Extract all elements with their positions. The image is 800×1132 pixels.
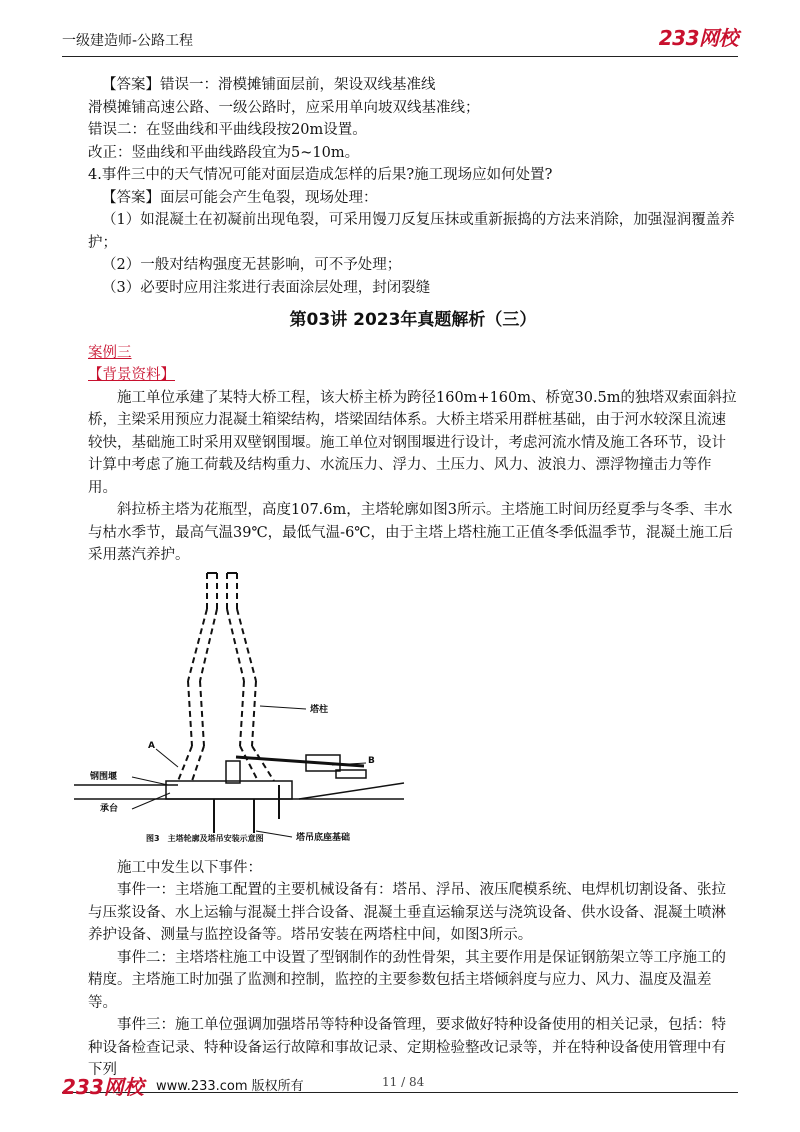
background-label: 【背景资料】 [88, 367, 175, 383]
footer-logo[interactable]: 233网校 [62, 1075, 144, 1099]
answer-para: 【答案】面层可能会产生龟裂，现场处理： [102, 189, 378, 206]
body-text: 滑模摊铺高速公路、一级公路时，应采用单向坡双线基准线； [88, 99, 480, 116]
background-para: 斜拉桥主塔为花瓶型，高度107.6m，主塔轮廓如图3所示。主塔施工时间历经夏季与冬季、丰水与枯水季节，最高气温39℃，最低气温-6℃，由于主塔上塔柱施工正值冬季低温季节，混凝土施工后采用蒸汽养护。 [88, 502, 734, 563]
event-para: 事件三：施工单位强调加强塔吊等特种设备管理，要求做好特种设备使用的相关记录，包括：特种设备检查记录、特种设备运行故障和事故记录、定期检验整改记录等，并在特种设备使用管理中有下列 [88, 1017, 726, 1078]
label-crane-base: 塔吊底座基础 [296, 832, 351, 843]
body-text: 错误二：在竖曲线和平曲线段按20m设置。 [88, 122, 367, 138]
document-body [88, 74, 738, 1082]
label-pile-cap: 承台 [100, 803, 119, 814]
list-item: （2）一般对结构强度无甚影响，可不予处理； [102, 257, 402, 273]
tower-outline-diagram [74, 571, 754, 855]
case-label: 案例三 [88, 344, 132, 361]
label-tower-column: 塔柱 [310, 704, 329, 715]
list-item: （1）如混凝土在初凝前出现龟裂，可采用馒刀反复压抹或重新振捣的方法来消除，加强湿润覆盖养护； [88, 212, 735, 251]
header-title: 一级建造师-公路工程 [62, 33, 194, 49]
figure-caption: 图3 主塔轮廓及塔吊安装示意图 [146, 834, 264, 843]
brand-logo[interactable]: 233网校 [658, 26, 738, 50]
section-title: 第03讲 2023年真题解析（三） [289, 310, 537, 330]
crane-mast [226, 761, 240, 783]
body-text: 改正：竖曲线和平曲线路段宜为5~10m。 [88, 144, 360, 161]
tower-crane-figure [74, 571, 754, 855]
label-b: B [368, 755, 375, 766]
events-intro: 施工中发生以下事件： [117, 859, 262, 876]
footer-site-link[interactable]: www.233.com 版权所有 [156, 1079, 304, 1094]
list-item: （3）必要时应用注浆进行表面涂层处理，封闭裂缝 [102, 279, 431, 296]
riverbed-b [299, 783, 404, 799]
label-cofferdam: 钢围堰 [90, 771, 118, 782]
page-footer [62, 1075, 738, 1099]
question-text: 4.事件三中的天气情况可能对面层造成怎样的后果?施工现场应如何处置? [88, 167, 553, 183]
page-header [62, 22, 738, 57]
page-number: 11 / 84 [382, 1075, 425, 1089]
event-para: 事件二：主塔塔柱施工中设置了型钢制作的劲性骨架，其主要作用是保证钢筋架立等工序施工的精度。主塔施工时加强了监测和控制，监控的主要参数包括主塔倾斜度与应力、风力、温度及温差等。 [88, 949, 726, 1011]
event-para: 事件一：主塔施工配置的主要机械设备有：塔吊、浮吊、液压爬模系统、电焊机切割设备、张拉与压浆设备、水上运输与混凝土拌合设备、混凝土垂直运输泵送与浇筑设备、供水设备、混凝土喷淋养护设备、测量与监控设备等。塔吊安装在两塔柱中间，如图3所示。 [88, 882, 726, 943]
answer-para: 【答案】错误一：滑模摊铺面层前，架设双线基准线 [102, 77, 436, 93]
background-para: 施工单位承建了某特大桥工程，该大桥主桥为跨径160m+160m、桥宽30.5m的独塔双索面斜拉桥，主梁采用预应力混凝土箱梁结构，塔梁固结体系。大桥主塔采用群桩基础，由于河水较深且流速较快，基础施工时采用双壁钢围堰。施工单位对钢围堰进行设计，考虑河流水情及施工各环节，设计计算中考虑了施工荷载及结构重力、水流压力、浮力、土压力、风力、波浪力、漂浮物撞击力等作用。 [88, 389, 737, 496]
label-a: A [148, 740, 155, 751]
